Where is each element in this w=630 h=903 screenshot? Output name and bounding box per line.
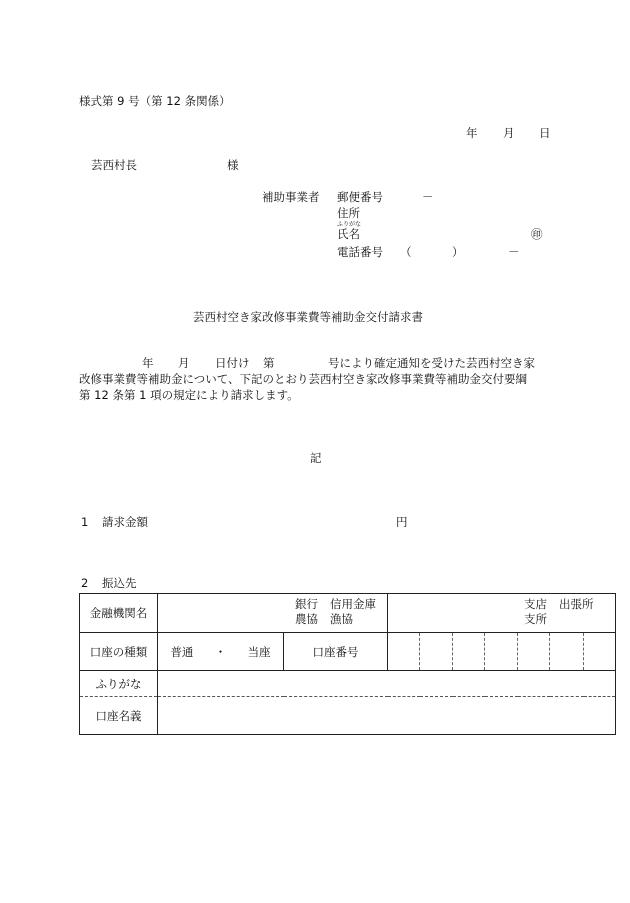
furigana-label-cell xyxy=(80,671,158,697)
account-digit-2[interactable] xyxy=(420,633,453,671)
date-year: 年 xyxy=(466,126,478,140)
name-label: 氏名 xyxy=(337,227,360,241)
date-month: 月 xyxy=(503,126,515,140)
account-type-label: 口座の種類 xyxy=(89,644,148,659)
holder-label-cell xyxy=(80,697,158,735)
bank-option: 銀行 xyxy=(295,596,318,611)
account-digit-7[interactable] xyxy=(584,633,616,671)
account-type-choice-cell[interactable] xyxy=(158,633,284,671)
item2-label: 振込先 xyxy=(102,576,137,590)
phone-label: 電話番号 xyxy=(337,245,383,259)
branch-name-cell[interactable] xyxy=(388,594,616,633)
account-number-label-cell xyxy=(284,633,388,671)
document-title: 芸西村空き家改修事業費等補助金交付請求書 xyxy=(193,310,423,324)
furigana-value-cell[interactable] xyxy=(158,671,616,697)
ordinary-option[interactable]: 普通 xyxy=(170,644,194,659)
account-digit-5[interactable] xyxy=(518,633,550,671)
checking-option[interactable]: 当座 xyxy=(247,644,271,659)
fish-coop-option: 漁協 xyxy=(330,611,353,626)
body-line2: 改修事業費等補助金について、下記のとおり芸西村空き家改修事業費等補助金交付要綱 xyxy=(79,372,528,386)
office-option: 支所 xyxy=(524,611,547,626)
addressee-name: 芸西村長 xyxy=(91,158,137,172)
applicant-role: 補助事業者 xyxy=(262,190,320,204)
bank-transfer-table xyxy=(79,593,616,735)
body-year: 年 xyxy=(142,356,154,370)
credit-union-option: 信用金庫 xyxy=(330,596,376,611)
postal-dash: － xyxy=(422,190,434,204)
ki-mark: 記 xyxy=(310,451,322,465)
account-digit-1[interactable] xyxy=(388,633,420,671)
account-type-label-cell xyxy=(80,633,158,671)
form-number: 様式第 9 号（第 12 条関係） xyxy=(79,94,231,108)
body-line3: 第 12 条第 1 項の規定により請求します。 xyxy=(79,388,299,402)
body-month: 月 xyxy=(178,356,190,370)
institution-name-cell[interactable] xyxy=(158,594,388,633)
sub-branch-option: 出張所 xyxy=(559,596,594,611)
account-row xyxy=(80,633,616,671)
holder-row xyxy=(80,697,616,735)
type-separator: ・ xyxy=(214,644,227,659)
account-digit-3[interactable] xyxy=(453,633,485,671)
postal-label: 郵便番号 xyxy=(337,190,383,204)
account-digit-6[interactable] xyxy=(550,633,584,671)
phone-close-paren: ） xyxy=(452,245,464,259)
furigana-label: ふりがな xyxy=(95,676,142,691)
address-label: 住所 xyxy=(337,206,360,220)
institution-label: 金融機関名 xyxy=(89,606,148,620)
body-no: 第 xyxy=(263,356,275,370)
item1-unit: 円 xyxy=(396,515,408,529)
institution-label-cell xyxy=(80,594,158,633)
item1-label: 請求金額 xyxy=(102,515,148,529)
account-digit-4[interactable] xyxy=(485,633,518,671)
date-day: 日 xyxy=(539,126,551,140)
item2-number: 2 xyxy=(81,576,89,590)
phone-open-paren: （ xyxy=(400,245,412,259)
agri-coop-option: 農協 xyxy=(295,611,318,626)
name-ruby: ふりがな xyxy=(337,221,362,228)
body-line1-rest: 号により確定通知を受けた芸西村空き家 xyxy=(328,356,535,370)
account-number-label: 口座番号 xyxy=(312,644,359,659)
furigana-row xyxy=(80,671,616,697)
item1-number: 1 xyxy=(81,515,89,529)
institution-row xyxy=(80,594,616,633)
holder-value-cell[interactable] xyxy=(158,697,616,735)
addressee-honorific: 様 xyxy=(227,158,239,172)
body-dated: 日付け xyxy=(215,356,250,370)
seal-mark: ㊞ xyxy=(531,227,543,241)
branch-option: 支店 xyxy=(524,596,547,611)
holder-label: 口座名義 xyxy=(95,708,142,723)
phone-dash: － xyxy=(508,245,520,259)
